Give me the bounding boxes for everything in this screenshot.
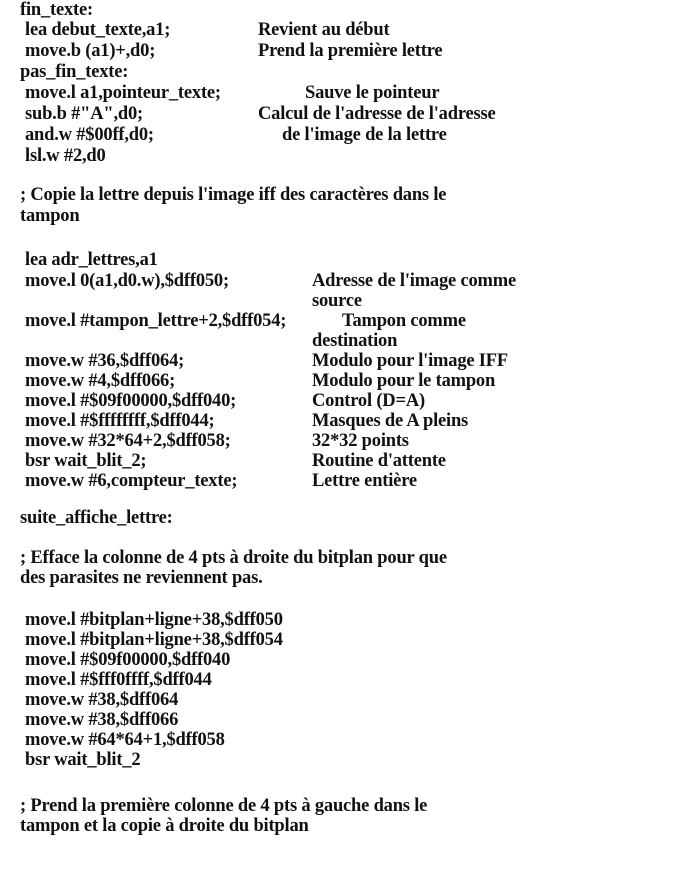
code-line: move.l #bitplan+ligne+38,$dff054 (25, 630, 283, 650)
comment-line: tampon et la copie à droite du bitplan (20, 816, 309, 836)
code-line: bsr wait_blit_2; (25, 451, 147, 471)
code-line: move.l 0(a1,d0.w),$dff050; (25, 271, 229, 291)
comment-line: Calcul de l'adresse de l'adresse (258, 104, 496, 124)
code-line: move.l #$fff0ffff,$dff044 (25, 670, 212, 690)
comment-line: Modulo pour l'image IFF (312, 351, 509, 371)
comment-line: Lettre entière (312, 471, 417, 491)
comment-line: destination (312, 331, 398, 351)
comment-line: de l'image de la lettre (282, 125, 447, 145)
code-line: lea debut_texte,a1; (25, 20, 171, 40)
code-line: move.w #32*64+2,$dff058; (25, 431, 231, 451)
comment-line: ; Efface la colonne de 4 pts à droite du bitplan pour que (20, 548, 447, 568)
comment-line: Prend la première lettre (258, 41, 443, 61)
comment-line: Routine d'attente (312, 451, 446, 471)
code-line: move.l #$09f00000,$dff040; (25, 391, 237, 411)
code-line: move.w #38,$dff064 (25, 690, 179, 710)
comment-line: 32*32 points (312, 431, 409, 451)
code-line: lea adr_lettres,a1 (25, 250, 158, 270)
code-line: lsl.w #2,d0 (25, 146, 106, 166)
code-line: move.b (a1)+,d0; (25, 41, 156, 61)
code-line: move.l a1,pointeur_texte; (25, 83, 221, 103)
code-line: move.l #tampon_lettre+2,$dff054; (25, 311, 287, 331)
comment-line: Modulo pour le tampon (312, 371, 496, 391)
code-line: sub.b #"A",d0; (25, 104, 143, 124)
code-line: move.l #$09f00000,$dff040 (25, 650, 231, 670)
code-line: move.l #$ffffffff,$dff044; (25, 411, 215, 431)
comment-line: Control (D=A) (312, 391, 425, 411)
code-line: bsr wait_blit_2 (25, 750, 141, 770)
label-line: suite_affiche_lettre: (20, 508, 173, 528)
comment-line: ; Prend la première colonne de 4 pts à gauche dans le (20, 796, 428, 816)
code-line: move.w #38,$dff066 (25, 710, 179, 730)
comment-line: Sauve le pointeur (305, 83, 440, 103)
code-line: move.w #36,$dff064; (25, 351, 185, 371)
code-line: move.l #bitplan+ligne+38,$dff050 (25, 610, 283, 630)
code-line: move.w #4,$dff066; (25, 371, 176, 391)
code-line: and.w #$00ff,d0; (25, 125, 154, 145)
code-line: move.w #6,compteur_texte; (25, 471, 238, 491)
label-line: fin_texte: (20, 0, 93, 20)
comment-line: Revient au début (258, 20, 390, 40)
comment-line: des parasites ne reviennent pas. (20, 568, 263, 588)
comment-line: tampon (20, 206, 80, 226)
comment-line: source (312, 291, 362, 311)
label-line: pas_fin_texte: (20, 62, 129, 82)
comment-line: Adresse de l'image comme (312, 271, 516, 291)
comment-line: ; Copie la lettre depuis l'image iff des caractères dans le (20, 185, 447, 205)
comment-line: Masques de A pleins (312, 411, 469, 431)
comment-line: Tampon comme (342, 311, 466, 331)
code-line: move.w #64*64+1,$dff058 (25, 730, 225, 750)
